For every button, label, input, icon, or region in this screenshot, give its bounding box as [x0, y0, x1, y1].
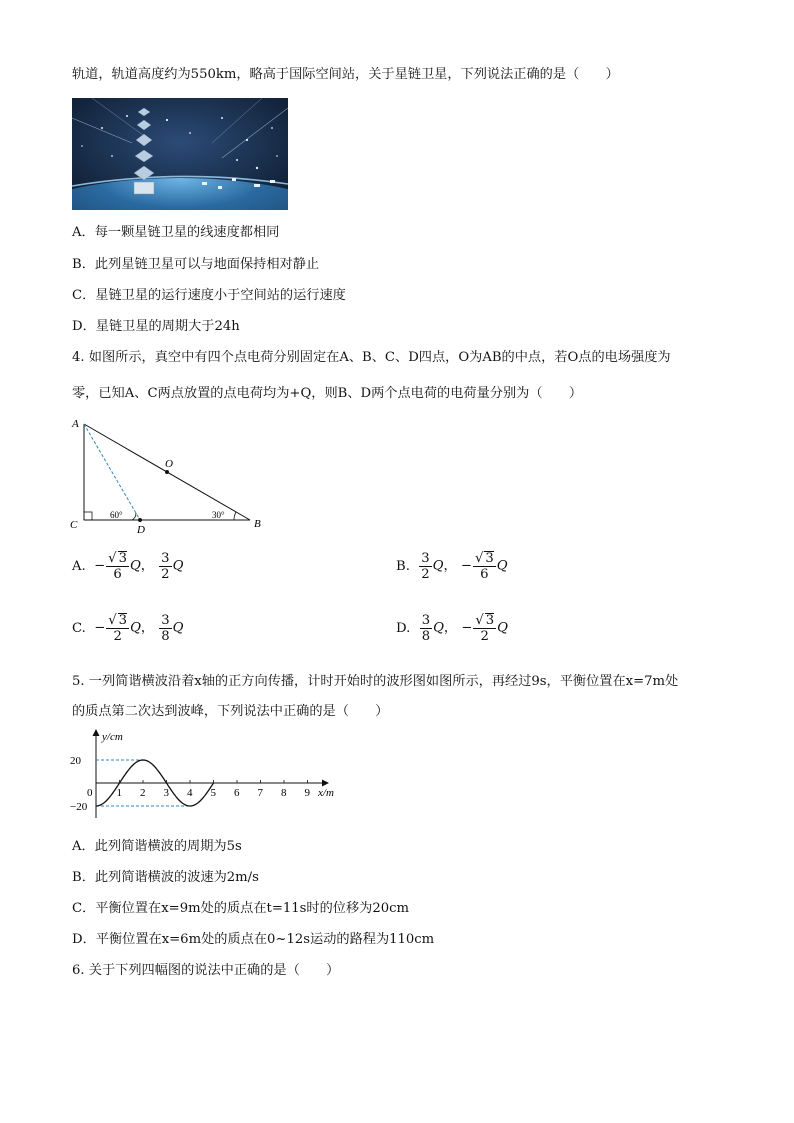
- q3-option-a: A．每一颗星链卫星的线速度都相同: [72, 225, 280, 240]
- x-tick-label: 8: [281, 787, 287, 799]
- x-tick-label: 3: [163, 787, 169, 799]
- q4-option-b: B. $\frac{3}{2}$ Q， − $\frac{√ 3}{6}$ Q: [396, 551, 508, 582]
- q4-stem-line1: 4. 如图所示，真空中有四个点电荷分别固定在A、B、C、D四点，O为AB的中点，若O点的电场强度为: [72, 350, 671, 365]
- x-tick-label: 2: [140, 787, 146, 799]
- y-tick-label: 20: [70, 755, 81, 767]
- q3-stem: 轨道，轨道高度约为550km，略高于国际空间站，关于星链卫星，下列说法正确的是（ ）: [72, 67, 619, 82]
- q4-stem-line2: 零，已知A、C两点放置的点电荷均为+Q，则B、D两个点电荷的电荷量分别为（ ）: [72, 386, 583, 401]
- x-tick-label: 0: [87, 787, 93, 799]
- label-d: D: [137, 524, 145, 536]
- label-o: O: [165, 458, 173, 470]
- x-tick-label: 4: [187, 787, 193, 799]
- starlink-illustration: [72, 98, 288, 210]
- q4-option-a: A. − $\frac{√ 3}{6}$ Q， $\frac{3}{2}$ Q: [72, 551, 184, 582]
- q5-wave-chart: [66, 726, 352, 828]
- x-axis-label: x/m: [318, 787, 334, 799]
- q6-stem: 6. 关于下列四幅图的说法中正确的是（ ）: [72, 963, 340, 978]
- angle-label-60: 60°: [110, 510, 123, 520]
- angle-arc-d: [132, 513, 136, 520]
- q5-option-b: B．此列简谐横波的波速为2m/s: [72, 870, 259, 885]
- x-tick-label: 1: [116, 787, 122, 799]
- q5-stem-line1: 5. 一列简谐横波沿着x轴的正方向传播，计时开始时的波形图如图所示，再经过9s，平衡位置在x=7m处: [72, 674, 679, 689]
- q5-option-c: C．平衡位置在x=9m处的质点在t=11s时的位移为20cm: [72, 901, 410, 916]
- q5-option-d: D．平衡位置在x=6m处的质点在0~12s运动的路程为110cm: [72, 932, 435, 947]
- x-tick-label: 5: [210, 787, 216, 799]
- x-tick-label: 7: [257, 787, 263, 799]
- y-tick-label: −20: [70, 801, 88, 813]
- right-angle-mark: [84, 512, 92, 520]
- q4-option-d: D. $\frac{3}{8}$ Q， − $\frac{√ 3}{2}$ Q: [396, 613, 508, 644]
- q4-option-c: C. − $\frac{√ 3}{2}$ Q， $\frac{3}{8}$ Q: [72, 613, 184, 644]
- q5-stem-line2: 的质点第二次达到波峰，下列说法中正确的是（ ）: [72, 704, 389, 719]
- q3-option-d: D．星链卫星的周期大于24h: [72, 319, 240, 334]
- q3-option-b: B．此列星链卫星可以与地面保持相对静止: [72, 257, 320, 272]
- label-a: A: [72, 418, 79, 430]
- y-axis-label: y/cm: [102, 731, 123, 743]
- x-tick-label: 6: [234, 787, 240, 799]
- q5-option-a: A．此列简谐横波的周期为5s: [72, 839, 242, 854]
- point-o: [165, 470, 169, 474]
- dashed-ad: [84, 424, 140, 520]
- q3-option-c: C．星链卫星的运行速度小于空间站的运行速度: [72, 288, 346, 303]
- label-b: B: [254, 518, 261, 530]
- point-d: [138, 518, 142, 522]
- angle-arc-b: [234, 512, 236, 520]
- x-tick-label: 9: [304, 787, 310, 799]
- label-c: C: [70, 519, 78, 531]
- q4-triangle-figure: [66, 412, 266, 536]
- angle-label-30: 30°: [212, 510, 225, 520]
- starlink-satellite-image: [72, 98, 288, 210]
